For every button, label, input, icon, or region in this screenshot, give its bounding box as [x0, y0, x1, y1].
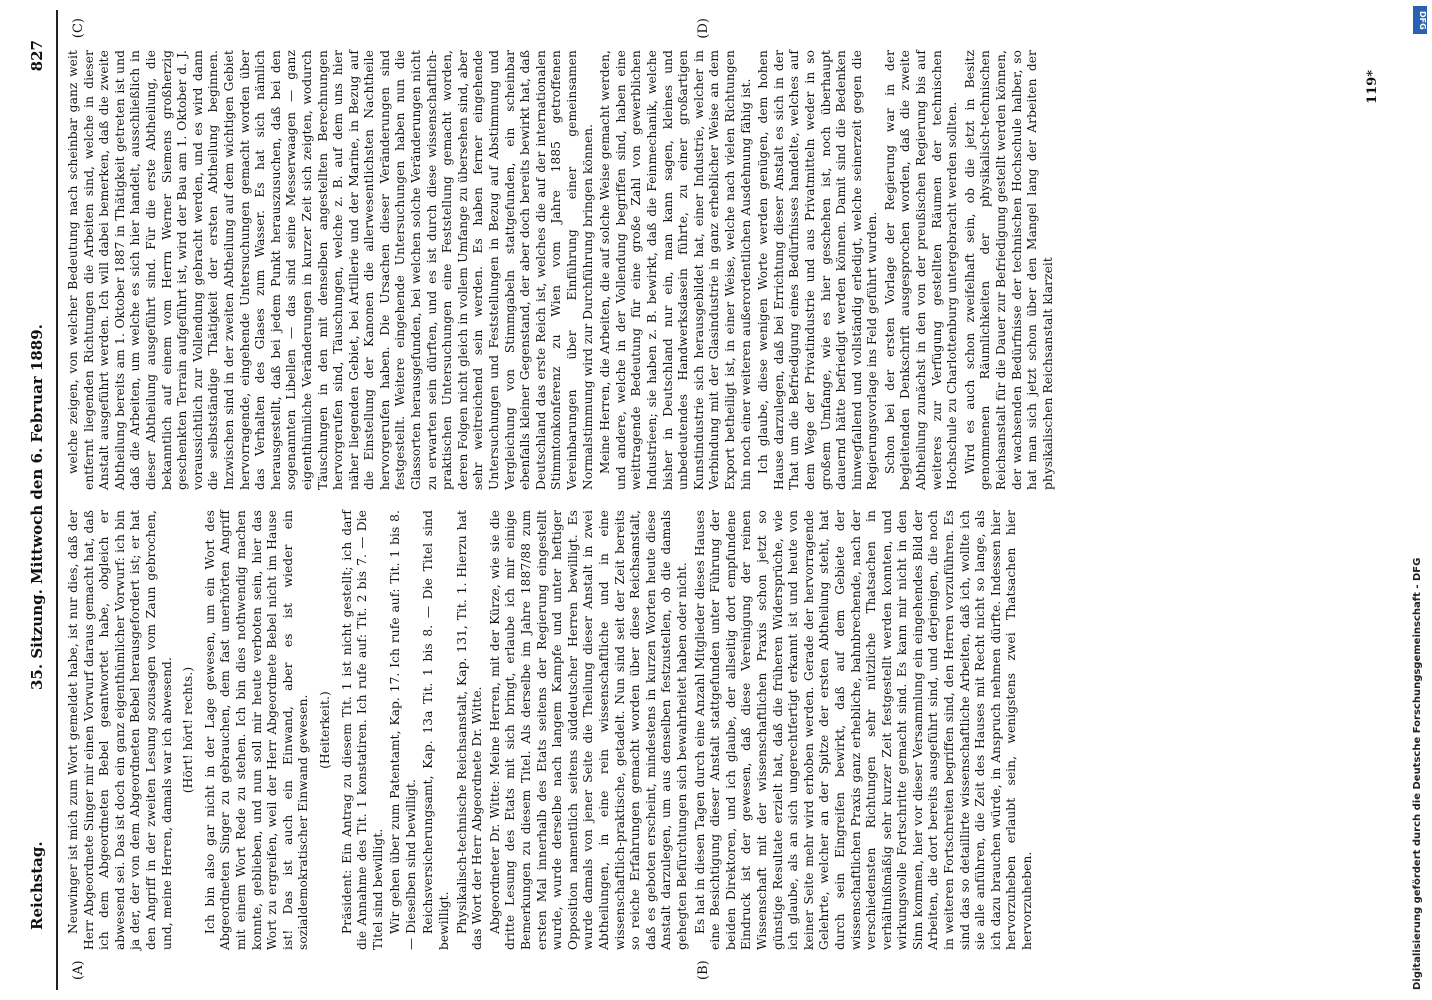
- paragraph: Schon bei der ersten Vorlage der Regierung war in der begleitenden Denkschrift ausgesprochen worden, daß die zweite Abtheilung zunächst in den von der preußischen Regierung bis auf weiteres zur Verfügung gestellten Räumen der technischen Hochschule zu Charlottenburg untergebracht werden sollten.: [882, 50, 960, 490]
- paragraph: Abgeordneter Dr. Witte: Meine Herren, mit der Kürze, wie sie die dritte Lesung des Etats mit sich bringt, erlaube ich mir einige Bemerkungen zu diesem Titel. Als derselbe im Jahre 1887/88 zum ersten Mal innerhalb des Etats seitens der Regierung eingestellt wurde, wurde derselbe nach langem Kampfe und unter heftiger Opposition namentlich seitens süddeutscher Herren bewilligt. Es wurde damals von jener Seite die Theilung dieser Anstalt in zwei Abtheilungen, in eine rein wissenschaftliche und in eine wissenschaftlich-praktische, getadelt. Nun sind seit der Zeit bereits so reiche Erfahrungen gemacht worden über diese Reichsanstalt, daß es geboten erscheint, mindestens in kurzen Worten heute diese Anstalt darzulegen, um aus denselben festzustellen, ob die damals gehegten Befürchtungen sich bewahrheitet haben oder nicht.: [487, 510, 689, 950]
- paragraph: Präsident: Ein Antrag zu diesem Tit. 1 ist nicht gestellt; ich darf die Annahme des Tit. 1 konstatiren. Ich rufe auf: Tit. 2 bis 7. — Die Titel sind bewilligt.: [339, 510, 385, 950]
- header-center: 35. Sitzung. Mittwoch den 6. Februar 1889.: [28, 324, 46, 690]
- paragraph: Meine Herren, die Arbeiten, die auf solche Weise gemacht werden, und andere, welche in der Vollendung begriffen sind, haben eine weittragende Bedeutung für eine große Zahl von gewerblichen Industrieen; sie haben z. B. bewirkt, daß die Feinmechanik, welche bisher in Deutschland nur ein, man kann sagen, kleines und unbedeutendes Handwerksdasein führte, zu einer großartigen Kunstindustrie sich herausgebildet hat, einer Industrie, welcher in Verbindung mit der Glasindustrie in ganz erheblicher Weise an dem Export betheiligt ist, in einer Weise, welche nach vielen Richtungen hin noch einer weiteren außerordentlichen Ausdehnung fähig ist.: [598, 50, 753, 490]
- left-column: [66, 510, 1038, 950]
- credit-text: Digitalisierung gefördert durch die Deutsche Forschungsgemeinschaft - DFG: [1412, 557, 1423, 990]
- page-header: [16, 10, 58, 990]
- dfg-logo-icon: DFG: [1413, 6, 1427, 34]
- interjection: (Hört! hört! rechts.): [181, 666, 196, 794]
- paragraph: Reichsversicherungsamt, Kap. 13a Tit. 1 bis 8. — Die Titel sind bewilligt.: [421, 510, 452, 950]
- paragraph: Wir gehen über zum Patentamt, Kap. 17. Ich rufe auf: Tit. 1 bis 8. — Dieselben sind bewilligt.: [388, 510, 418, 950]
- page-number: 827: [28, 40, 46, 72]
- right-column: [66, 50, 1058, 490]
- margin-marker-c: (C): [71, 18, 86, 39]
- header-left: Reichstag.: [28, 841, 46, 930]
- interjection: (Heiterkeit.): [317, 691, 332, 769]
- paragraph: Es hat in diesen Tagen durch eine Anzahl Mitglieder dieses Hauses eine Besichtigung dieser Anstalt stattgefunden unter Führung der beiden Direktoren, und ich glaube, der allseitig dort empfundene Eindruck ist der gewesen, daß diese Vereinigung der reinen Wissenschaft mit der wissenschaftlichen Praxis schon jetzt so günstige Resultate erzielt hat, daß die früheren Widersprüche, wie ich glaube, als an sich ungerechtfertigt erkannt ist und heute von keiner Seite mehr wird erhoben werden. Gerade der hervorragende Gelehrte, welcher an der Spitze der ersten Abtheilung steht, hat durch sein Eingreifen bewirkt, daß auf dem Gebiete der wissenschaftlichen Praxis ganz erhebliche, bahnbrechende, nach der verschiedensten Richtungen sehr nützliche Thatsachen in verhältnißmäßig sehr kurzer Zeit festgestellt werden konnten, und wirkungsvolle Fortschritte gemacht sind. Es kann mir nicht in den Sinn kommen, hier vor dieser Versammlung ein eingehendes Bild der Arbeiten, die dort bereits ausgeführt sind, und derjenigen, die noch in weiteren Fortschreiten begriffen sind, den Herren vorzuführen. Es sind das so detaillirte wissenschaftliche Arbeiten, daß ich, wollte ich sie alle anführen, die Zeit des Hauses mit Recht nicht so lange, als ich dazu brauchen würde, in Anspruch nehmen dürfte. Indessen hier hervorzuheben erlaubt sein, wenigstens zwei Thatsachen hier hervorzuheben.: [692, 510, 1035, 950]
- paragraph: Wird es auch schon zweifelhaft sein, ob die jetzt in Besitz genommenen Räumlichkeiten der physikalisch-technischen Reichsanstalt für die Dauer zur Befriedigung gestellt werden können, der wachsenden Bedürfnisse der technischen Hochschule halber, so hat man sich jetzt schon über den Mangel lang der Arbeiten der physikalischen Reichsanstalt klarzeit: [962, 50, 1055, 490]
- document-page: [16, 10, 1396, 990]
- digitization-credit: [1410, 0, 1430, 1000]
- paragraph: Ich glaube, diese wenigen Worte werden genügen, dem hohen Hause darzulegen, daß bei Errichtung dieser Anstalt es sich in der That um die Befriedigung eines Bedürfnisses handelte, welches auf dem Wege der Privatindustrie und aus Privatmitteln weder in so großem Umfange, wie es hier geschehen ist, noch überhaupt dauernd hätte befriedigt werden können. Damit sind die Bedenken hinwegfallend und vollständig erledigt, welche seinerzeit gegen die Regierungsvorlage ins Feld geführt wurden.: [756, 50, 880, 490]
- paragraph: Ich bin also gar nicht in der Lage gewesen, um ein Wort des Abgeordneten Singer zu gebrauchen, dem fast unerhörten Angriff mit einem Wort Rede zu stehen. Ich bin dies nothwendig machen konnte, geblieben, und nun soll mir heute verboten sein, hier das Wort zu ergreifen, weil der Herr Abgeordnete Bebel nicht im Hause ist! Das ist auch ein Einwand, aber es ist wieder ein sozialdemokratischer Einwand gewesen.: [202, 510, 311, 950]
- margin-marker-b: (B): [696, 960, 711, 980]
- signature-mark: 119*: [1365, 70, 1380, 104]
- paragraph: Neuwinger ist mich zum Wort gemeldet habe, ist nur dies, daß der Herr Abgeordnete Singer mir einen Vorwurf daraus gemacht hat, daß ich dem Abgeordneten Bebel geantwortet habe, obgleich er abwesend sei. Das ist doch ein ganz eigenthümlicher Vorwurf: ich bin ja der, der von dem Abgeordneten Bebel herausgefordert ist; er hat den Angriff in der zweiten Lesung sozusagen vom Zaun gebrochen, und, meine Herren, damals war ich abwesend.: [66, 510, 174, 950]
- margin-marker-a: (A): [71, 960, 86, 980]
- paragraph: welche zeigen, von welcher Bedeutung nach scheinbar ganz weit entfernt liegenden Richtungen die Arbeiten sind, welche in dieser Anstalt ausgeführt werden. Ich will dabei bemerken, daß die zweite Abtheilung bereits am 1. Oktober 1887 in Thätigkeit getreten ist und daß die Arbeiten, um welche es sich hier handelt, ausschließlich in dieser Abtheilung ausgeführt sind. Für die erste Abtheilung, die bekanntlich auf einem vom Herrn Werner Siemens großherzig geschenkten Terrain aufgeführt ist, wird der Bau am 1. Oktober d. J. voraussichtlich zur Vollendung gebracht werden, und es wird dann die selbstständige Thätigkeit der ersten Abtheilung beginnen. Inzwischen sind in der zweiten Abtheilung auf dem wichtigen Gebiet hervorragende, eingehende Untersuchungen gemacht worden über das Verhalten des Glases zum Wasser. Es hat sich nämlich herausgestellt, daß bei jedem Punkt herauszusuchen, daß bei den sogenannten Libellen — das sind seine Messerwaagen — ganz eigenthümliche Veränderungen in kurzer Zeit sich zeigten, wodurch Täuschungen in den mit denselben angestellten Berechnungen hervorgerufen sind, Täuschungen, welche z. B. auf dem uns hier näher liegenden Gebiet, bei Artillerie und der Marine, in Bezug auf die Einstellung der Kanonen die allerwesentlichsten Nachtheile hervorgerufen haben. Die Ursachen dieser Veränderungen sind festgestellt. Weitere eingehende Untersuchungen haben nun die Glassorten herausgefunden, bei welchen solche Veränderungen nicht zu erwarten sein dürften, und es ist durch diese wissenschaftlich-praktischen Untersuchungen eine Feststellung gemacht worden, deren Folgen nicht gleich in vollem Umfange zu übersehen sind, aber sehr weitreichend sein werden. Es haben ferner eingehende Untersuchungen und Feststellungen in Bezug auf Abstimmung und Vergleichung von Stimmgabeln stattgefunden, ein scheinbar ebenfalls kleiner Gegenstand, der aber doch bereits bewirkt hat, daß Deutschland das erste Reich ist, welches die auf der internationalen Stimmtonkonferenz zu Wien vom Jahre 1885 getroffenen Vereinbarungen über Einführung einer gemeinsamen Normalstimmung wird zur Durchführung bringen können.: [66, 50, 595, 490]
- paragraph: Physikalisch-technische Reichsanstalt, Kap. 131, Tit. 1. Hierzu hat das Wort der Herr Abgeordnete Dr. Witte.: [454, 510, 485, 950]
- margin-marker-d: (D): [696, 18, 711, 39]
